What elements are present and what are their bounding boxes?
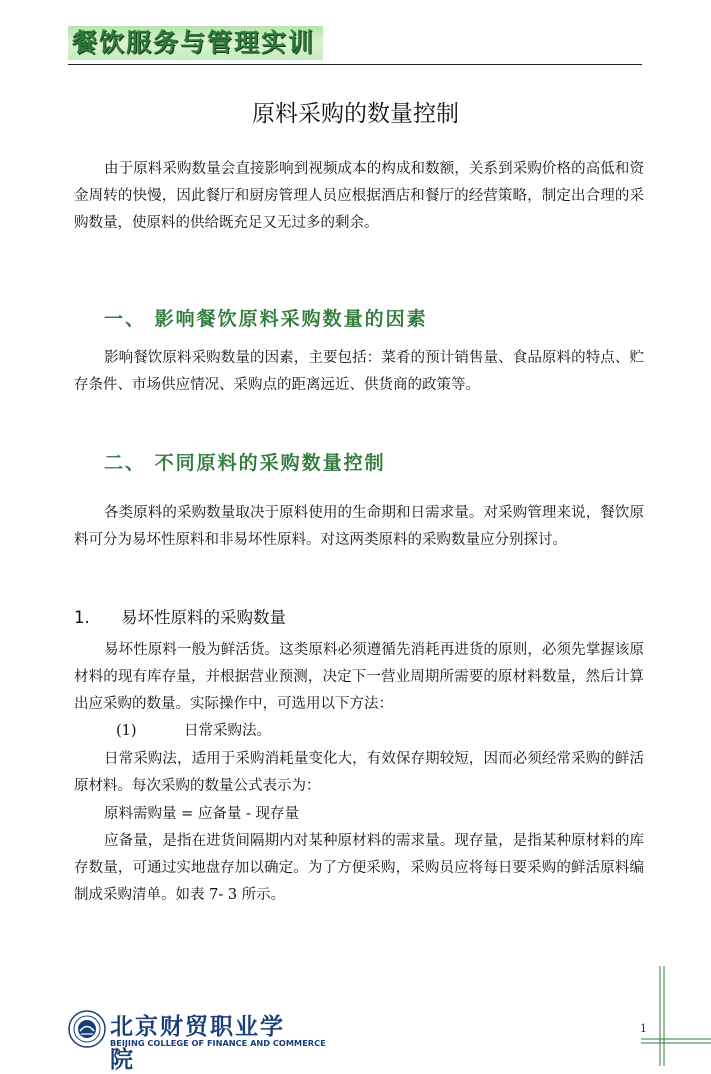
intro-paragraph: 由于原料采购数量会直接影响到视频成本的构成和数额，关系到采购价格的高低和资金周转的快慢，因此餐厅和厨房管理人员应根据酒店和餐厅的经营策略，制定出合理的采购数量，使原料的供给既充足又无过多的剩余。 (74, 161, 644, 231)
page-number: 1 (640, 1022, 647, 1035)
section1-heading: 一、 影响餐饮原料采购数量的因素 (104, 308, 428, 330)
header-rule (68, 64, 642, 65)
section2-heading: 二、 不同原料的采购数量控制 (104, 452, 386, 474)
footer-logo (68, 1008, 326, 1073)
subsection1-paragraph: 易坏性原料一般为鲜活货。这类原料必须遵循先消耗再进货的原则，必须先掌握该原材料的现有库存量，并根据营业预测，决定下一营业周期所需要的原材料数量，然后计算出应采购的数量。实际操作中，可选用以下方法： (74, 642, 644, 712)
document-title: 原料采购的数量控制 (252, 101, 459, 127)
college-name-cn: 北京财贸职业学院 (110, 1013, 285, 1073)
subsection1-heading (74, 604, 286, 628)
header-title: 餐饮服务与管理实训 (68, 26, 323, 60)
note-paragraph: 应备量，是指在进货间隔期内对某种原材料的需求量。现存量，是指某种原材料的库存数量，可通过实地盘存加以确定。为了方便采购，采购员应将每日要采购的鲜活原料编制成采购清单。如表 7- 3 所示。 (74, 833, 644, 903)
method-number: (1) (116, 723, 137, 739)
college-name-en: BEIJING COLLEGE OF FINANCE AND COMMERCE (110, 1038, 326, 1048)
formula-line: 原料需购量 = 应备量 - 现存量 (104, 806, 299, 822)
method-paragraph: 日常采购法，适用于采购消耗量变化大，有效保存期较短，因而必须经常采购的鲜活原材料。每次采购的数量公式表示为： (74, 751, 644, 794)
method-heading (116, 718, 271, 745)
subsection1-number: 1. (74, 608, 90, 627)
method-title: 日常采购法。 (184, 723, 271, 739)
subsection1-title: 易坏性原料的采购数量 (121, 608, 286, 627)
section1-paragraph: 影响餐饮原料采购数量的因素，主要包括：菜肴的预计销售量、食品原料的特点、贮存条件、市场供应情况、采购点的距离远近、供货商的政策等。 (74, 350, 644, 393)
college-emblem-icon (68, 1010, 106, 1048)
corner-decoration (641, 966, 711, 1066)
section2-paragraph: 各类原料的采购数量取决于原料使用的生命期和日需求量。对采购管理来说，餐饮原料可分为易坏性原料和非易坏性原料。对这两类原料的采购数量应分别探讨。 (74, 505, 644, 548)
